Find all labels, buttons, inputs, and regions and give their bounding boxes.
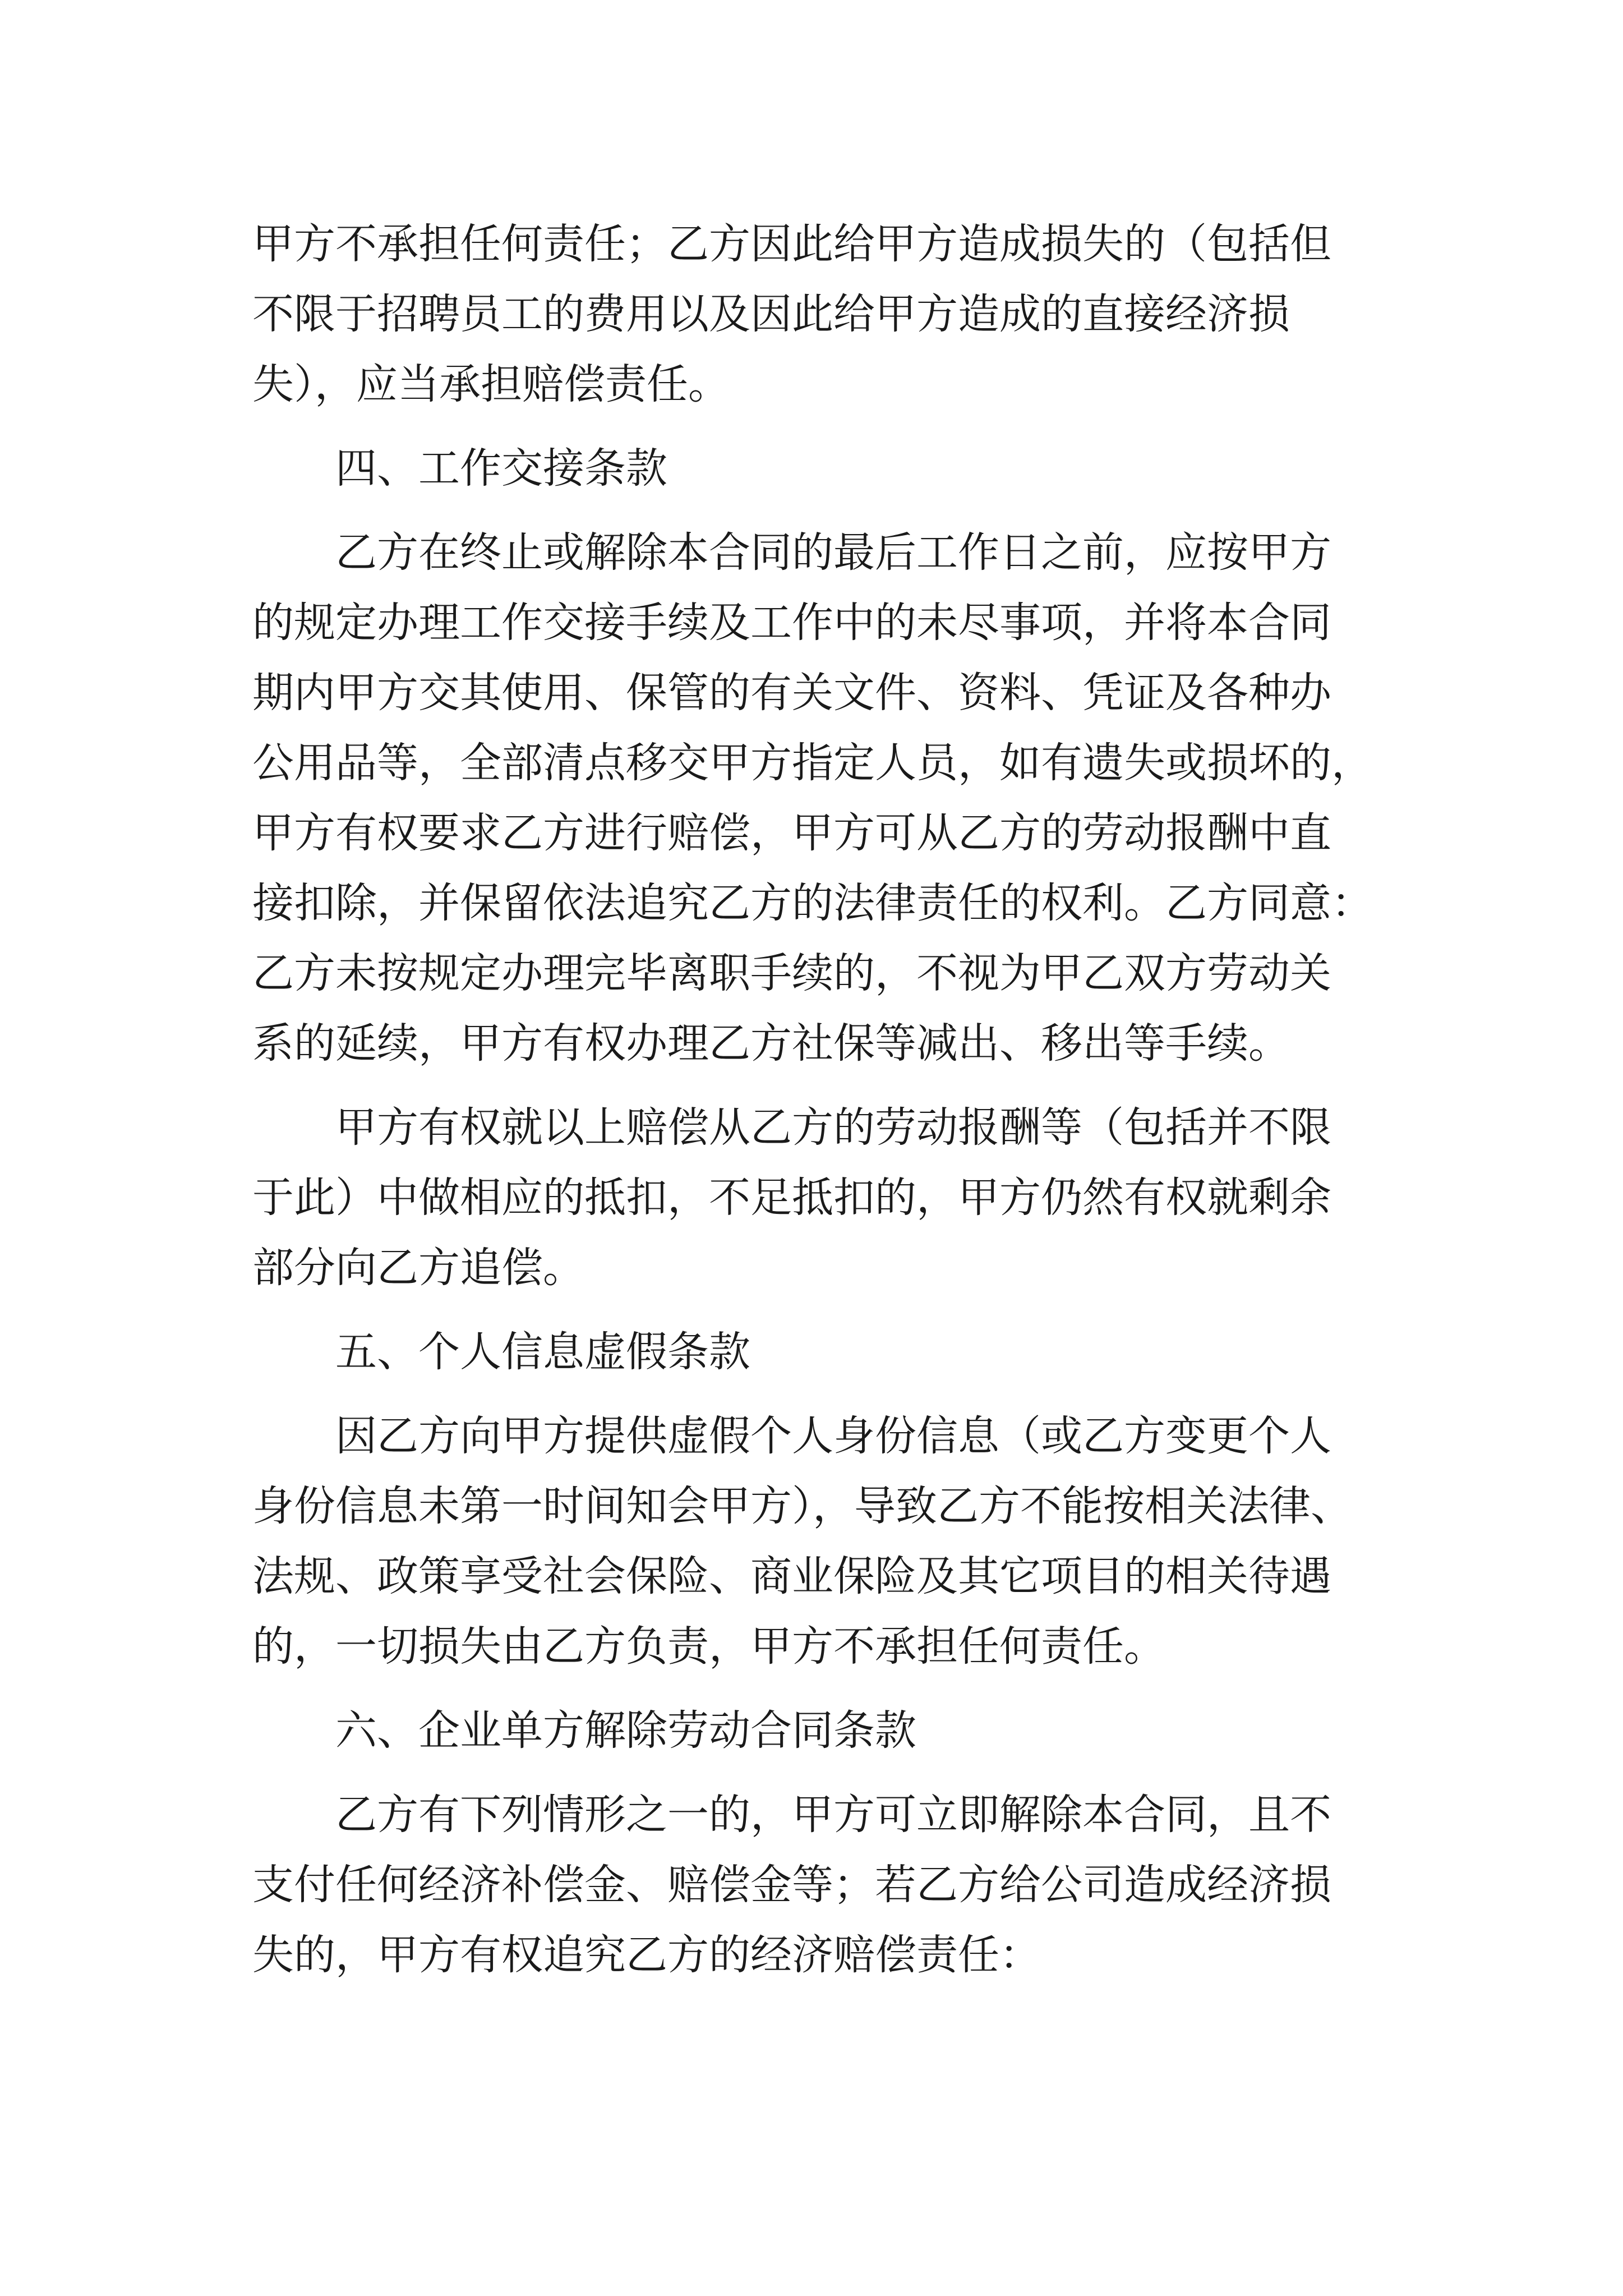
text-line: 支付任何经济补偿金、赔偿金等；若乙方给公司造成经济损: [252, 1861, 1331, 1909]
text-line: 的规定办理工作交接手续及工作中的未尽事项，并将本合同: [252, 599, 1331, 647]
text-line: 公用品等，全部清点移交甲方指定人员，如有遗失或损坏的，: [252, 739, 1373, 787]
section-heading-6: 六、企业单方解除劳动合同条款: [335, 1706, 916, 1755]
text-line: 失），应当承担赔偿责任。: [252, 360, 730, 408]
text-line: 接扣除，并保留依法追究乙方的法律责任的权利。乙方同意：: [252, 879, 1373, 927]
text-line: 期内甲方交其使用、保管的有关文件、资料、凭证及各种办: [252, 669, 1331, 717]
text-line: 乙方在终止或解除本合同的最后工作日之前，应按甲方: [335, 528, 1331, 577]
text-line: 法规、政策享受社会保险、商业保险及其它项目的相关待遇: [252, 1552, 1331, 1600]
text-line: 因乙方向甲方提供虚假个人身份信息（或乙方变更个人: [335, 1412, 1331, 1460]
text-line: 的，一切损失由乙方负责，甲方不承担任何责任。: [252, 1622, 1165, 1671]
text-line: 部分向乙方追偿。: [252, 1244, 584, 1292]
text-line: 失的，甲方有权追究乙方的经济赔偿责任：: [252, 1931, 1041, 1979]
text-line: 身份信息未第一时间知会甲方），导致乙方不能按相关法律、: [252, 1482, 1352, 1530]
text-line: 系的延续，甲方有权办理乙方社保等减出、移出等手续。: [252, 1019, 1290, 1068]
text-line: 甲方有权就以上赔偿从乙方的劳动报酬等（包括并不限: [335, 1103, 1331, 1152]
section-heading-5: 五、个人信息虚假条款: [335, 1328, 750, 1376]
text-line: 于此）中做相应的抵扣，不足抵扣的，甲方仍然有权就剩余: [252, 1174, 1331, 1222]
text-line: 不限于招聘员工的费用以及因此给甲方造成的直接经济损: [252, 290, 1290, 338]
text-line: 甲方不承担任何责任；乙方因此给甲方造成损失的（包括但: [252, 220, 1331, 268]
section-heading-4: 四、工作交接条款: [335, 444, 667, 493]
text-line: 乙方有下列情形之一的，甲方可立即解除本合同，且不: [335, 1791, 1331, 1839]
text-line: 乙方未按规定办理完毕离职手续的，不视为甲乙双方劳动关: [252, 949, 1331, 997]
text-line: 甲方有权要求乙方进行赔偿，甲方可从乙方的劳动报酬中直: [252, 809, 1331, 857]
